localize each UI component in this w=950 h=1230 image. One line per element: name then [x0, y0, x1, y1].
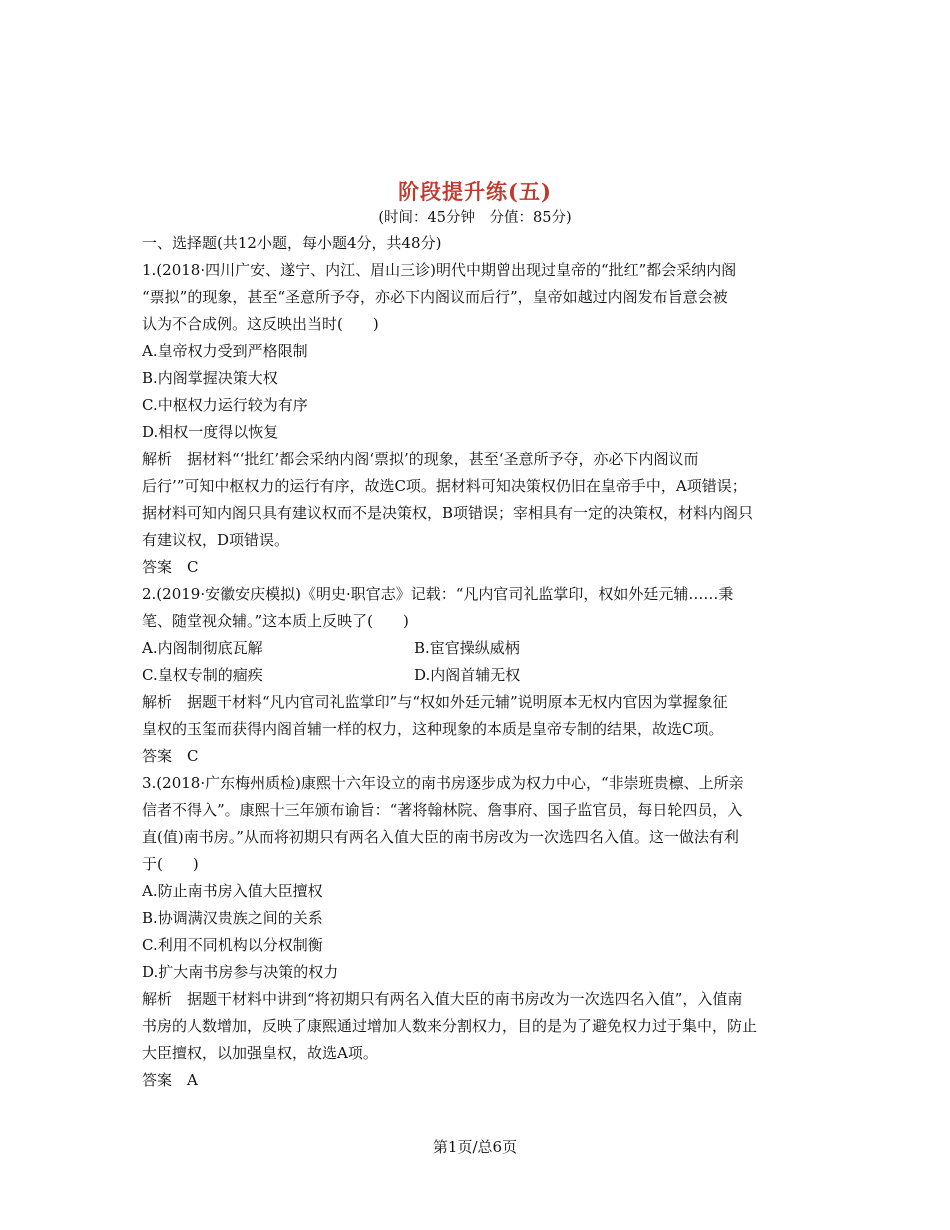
- question-1-analysis-line-1: 解析 据材料“‘批红’都会采纳内阁‘票拟’的现象，甚至‘圣意所予夺，亦必下内阁议而: [142, 450, 699, 468]
- question-3-analysis-line-2: 书房的人数增加，反映了康熙通过增加人数来分割权力，目的是为了避免权力过于集中，防止: [142, 1017, 758, 1035]
- question-2-option-c: C.皇权专制的痼疾: [142, 666, 263, 684]
- question-2-option-a: A.内阁制彻底瓦解: [142, 639, 263, 657]
- question-3-option-a: A.防止南书房入值大臣擅权: [142, 882, 323, 900]
- question-3-option-d: D.扩大南书房参与决策的权力: [142, 963, 339, 981]
- question-3-stem-line-1: 3.(2018·广东梅州质检)康熙十六年设立的南书房逐步成为权力中心，“非崇班贵檩、上所亲: [142, 774, 744, 792]
- question-3-analysis-line-3: 大臣擅权，以加强皇权，故选A项。: [142, 1044, 378, 1062]
- question-1-option-b: B.内阁掌握决策大权: [142, 369, 278, 387]
- section-heading: 一、选择题(共12小题，每小题4分，共48分): [142, 234, 442, 252]
- question-3-stem-line-2: 信者不得入”。康熙十三年颁布谕旨：“著将翰林院、詹事府、国子监官员，每日轮四员，入: [142, 801, 743, 819]
- question-3-answer: 答案 A: [142, 1071, 198, 1089]
- question-3-stem-line-3: 直(值)南书房。”从而将初期只有两名入值大臣的南书房改为一次选四名入值。这一做法有利: [142, 828, 739, 846]
- question-1-analysis-line-2: 后行’”可知中枢权力的运行有序，故选C项。据材料可知决策权仍旧在皇帝手中，A项错误；: [142, 477, 747, 495]
- question-3-analysis-line-1: 解析 据题干材料中讲到“将初期只有两名入值大臣的南书房改为一次选四名入值”，入值南: [142, 990, 743, 1008]
- question-3-option-c: C.利用不同机构以分权制衡: [142, 936, 323, 954]
- question-1-stem-line-3: 认为不合成例。这反映出当时( ): [142, 315, 379, 333]
- question-1-analysis-line-3: 据材料可知内阁只具有建议权而不是决策权，B项错误；宰相具有一定的决策权，材料内阁只: [142, 504, 754, 522]
- page-title: 阶段提升练(五): [398, 179, 552, 204]
- question-1-answer: 答案 C: [142, 558, 199, 576]
- question-2-option-d: D.内阁首辅无权: [414, 666, 521, 684]
- question-3-option-b: B.协调满汉贵族之间的关系: [142, 909, 323, 927]
- question-2-option-b: B.宦官操纵威柄: [414, 639, 520, 657]
- question-2-analysis-line-1: 解析 据题干材料“凡内官司礼监掌印”与“权如外廷元辅”说明原本无权内官因为掌握象征: [142, 693, 728, 711]
- question-1-stem-line-2: “票拟”的现象，甚至“圣意所予夺，亦必下内阁议而后行”，皇帝如越过内阁发布旨意会被: [142, 288, 728, 306]
- question-3-stem-line-4: 于( ): [142, 855, 199, 873]
- question-1-option-d: D.相权一度得以恢复: [142, 423, 279, 441]
- page-subtitle: (时间：45分钟 分值：85分): [378, 210, 572, 226]
- question-2-analysis-line-2: 皇权的玉玺而获得内阁首辅一样的权力，这种现象的本质是皇帝专制的结果，故选C项。: [142, 720, 724, 738]
- question-1-option-a: A.皇帝权力受到严格限制: [142, 342, 308, 360]
- question-1-analysis-line-4: 有建议权，D项错误。: [142, 531, 290, 549]
- question-2-stem-line-1: 2.(2019·安徽安庆模拟)《明史·职官志》记载：“凡内官司礼监掌印，权如外廷元辅……秉: [142, 585, 734, 603]
- question-2-stem-line-2: 笔、随堂视众辅。”这本质上反映了( ): [142, 612, 409, 630]
- page-number-footer: 第1页/总6页: [432, 1138, 518, 1156]
- question-2-answer: 答案 C: [142, 747, 199, 765]
- question-1-stem-line-1: 1.(2018·四川广安、遂宁、内江、眉山三诊)明代中期曾出现过皇帝的“批红”都会采纳内阁: [142, 261, 737, 279]
- question-1-option-c: C.中枢权力运行较为有序: [142, 396, 308, 414]
